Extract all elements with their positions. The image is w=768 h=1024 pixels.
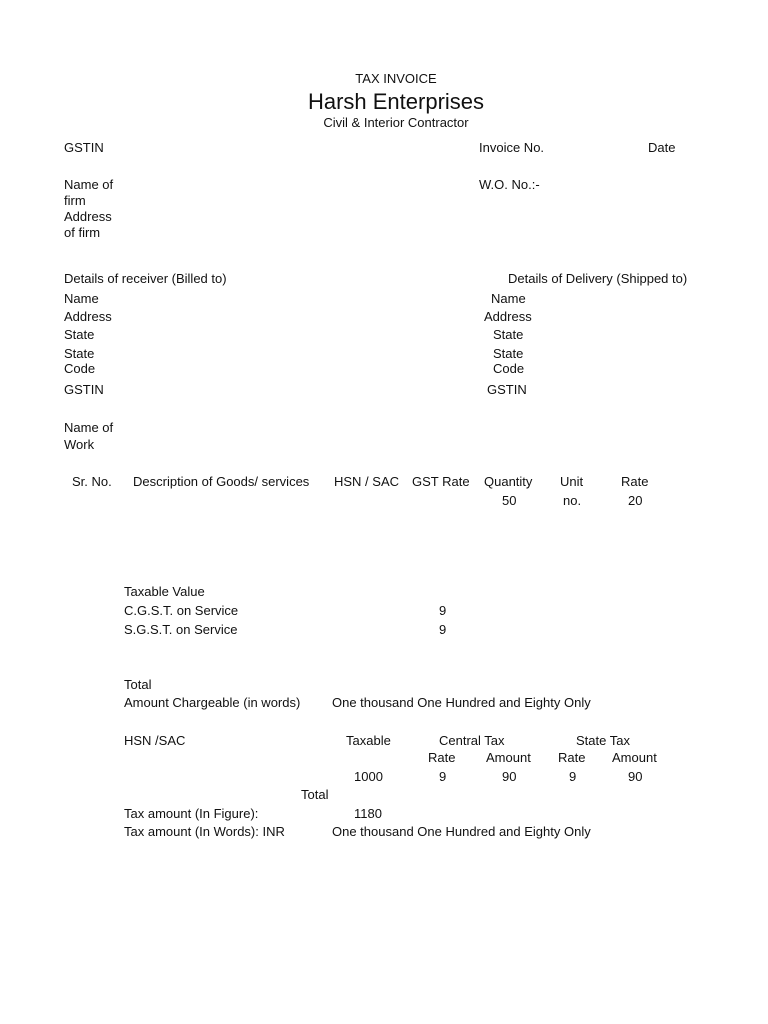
hsn-summary-total-label: Total — [301, 787, 329, 802]
tax-amount-figure-label: Tax amount (In Figure): — [124, 806, 259, 821]
tax-amount-words-value: One thousand One Hundred and Eighty Only — [332, 824, 591, 839]
hsn-summary-central-tax-label: Central Tax — [439, 733, 505, 748]
col-header-gst-rate: GST Rate — [412, 474, 470, 489]
address-of-firm-label-2: of firm — [64, 225, 101, 240]
hsn-summary-state-amount-label: Amount — [612, 750, 657, 765]
hsn-summary-hsn-label: HSN /SAC — [124, 733, 186, 748]
delivery-state-label: State — [493, 327, 524, 342]
hsn-summary-taxable-value: 1000 — [354, 769, 383, 784]
taxable-value-label: Taxable Value — [124, 584, 205, 599]
col-header-unit: Unit — [560, 474, 584, 489]
receiver-state-code-label-2: Code — [64, 361, 96, 376]
total-label: Total — [124, 677, 152, 692]
tax-amount-words-label: Tax amount (In Words): INR — [124, 824, 285, 839]
gstin-label: GSTIN — [64, 140, 104, 155]
hsn-summary-state-amount: 90 — [628, 769, 643, 784]
delivery-state-code-label-1: State — [493, 346, 524, 361]
receiver-address-label: Address — [64, 309, 112, 324]
name-of-work-label-2: Work — [64, 437, 95, 452]
delivery-gstin-label: GSTIN — [487, 382, 527, 397]
col-header-hsn-sac: HSN / SAC — [334, 474, 400, 489]
delivery-address-label: Address — [484, 309, 532, 324]
date-label: Date — [648, 140, 676, 155]
cgst-rate: 9 — [439, 603, 447, 618]
hsn-summary-central-amount-label: Amount — [486, 750, 531, 765]
sgst-label: S.G.S.T. on Service — [124, 622, 238, 637]
document-type: TAX INVOICE — [355, 71, 437, 86]
hsn-summary-central-amount: 90 — [502, 769, 517, 784]
hsn-summary-taxable-label: Taxable — [346, 733, 391, 748]
hsn-summary-state-rate: 9 — [569, 769, 577, 784]
receiver-gstin-label: GSTIN — [64, 382, 104, 397]
hsn-summary-central-rate: 9 — [439, 769, 447, 784]
col-header-quantity: Quantity — [484, 474, 533, 489]
cgst-label: C.G.S.T. on Service — [124, 603, 239, 618]
name-of-firm-label-2: firm — [64, 193, 86, 208]
col-header-sr-no: Sr. No. — [72, 474, 112, 489]
company-tagline: Civil & Interior Contractor — [323, 115, 469, 130]
amount-words-value: One thousand One Hundred and Eighty Only — [332, 695, 591, 710]
hsn-summary-central-rate-label: Rate — [428, 750, 456, 765]
tax-amount-figure-value: 1180 — [354, 806, 382, 821]
delivery-state-code-label-2: Code — [493, 361, 525, 376]
delivery-name-label: Name — [491, 291, 526, 306]
name-of-firm-label-1: Name of — [64, 177, 114, 192]
delivery-heading: Details of Delivery (Shipped to) — [508, 271, 688, 286]
receiver-name-label: Name — [64, 291, 99, 306]
col-header-rate: Rate — [621, 474, 649, 489]
name-of-work-label-1: Name of — [64, 420, 114, 435]
address-of-firm-label-1: Address — [64, 209, 112, 224]
col-header-description: Description of Goods/ services — [133, 474, 310, 489]
item-rate: 20 — [628, 493, 643, 508]
company-name: Harsh Enterprises — [307, 89, 485, 114]
wo-no-label: W.O. No.:- — [479, 177, 540, 192]
receiver-state-code-label-1: State — [64, 346, 95, 361]
invoice-no-label: Invoice No. — [479, 140, 545, 155]
hsn-summary-state-rate-label: Rate — [558, 750, 586, 765]
item-unit: no. — [563, 493, 582, 508]
receiver-state-label: State — [64, 327, 95, 342]
amount-words-label: Amount Chargeable (in words) — [124, 695, 301, 710]
hsn-summary-state-tax-label: State Tax — [576, 733, 630, 748]
sgst-rate: 9 — [439, 622, 447, 637]
item-quantity: 50 — [502, 493, 517, 508]
receiver-heading: Details of receiver (Billed to) — [64, 271, 227, 286]
